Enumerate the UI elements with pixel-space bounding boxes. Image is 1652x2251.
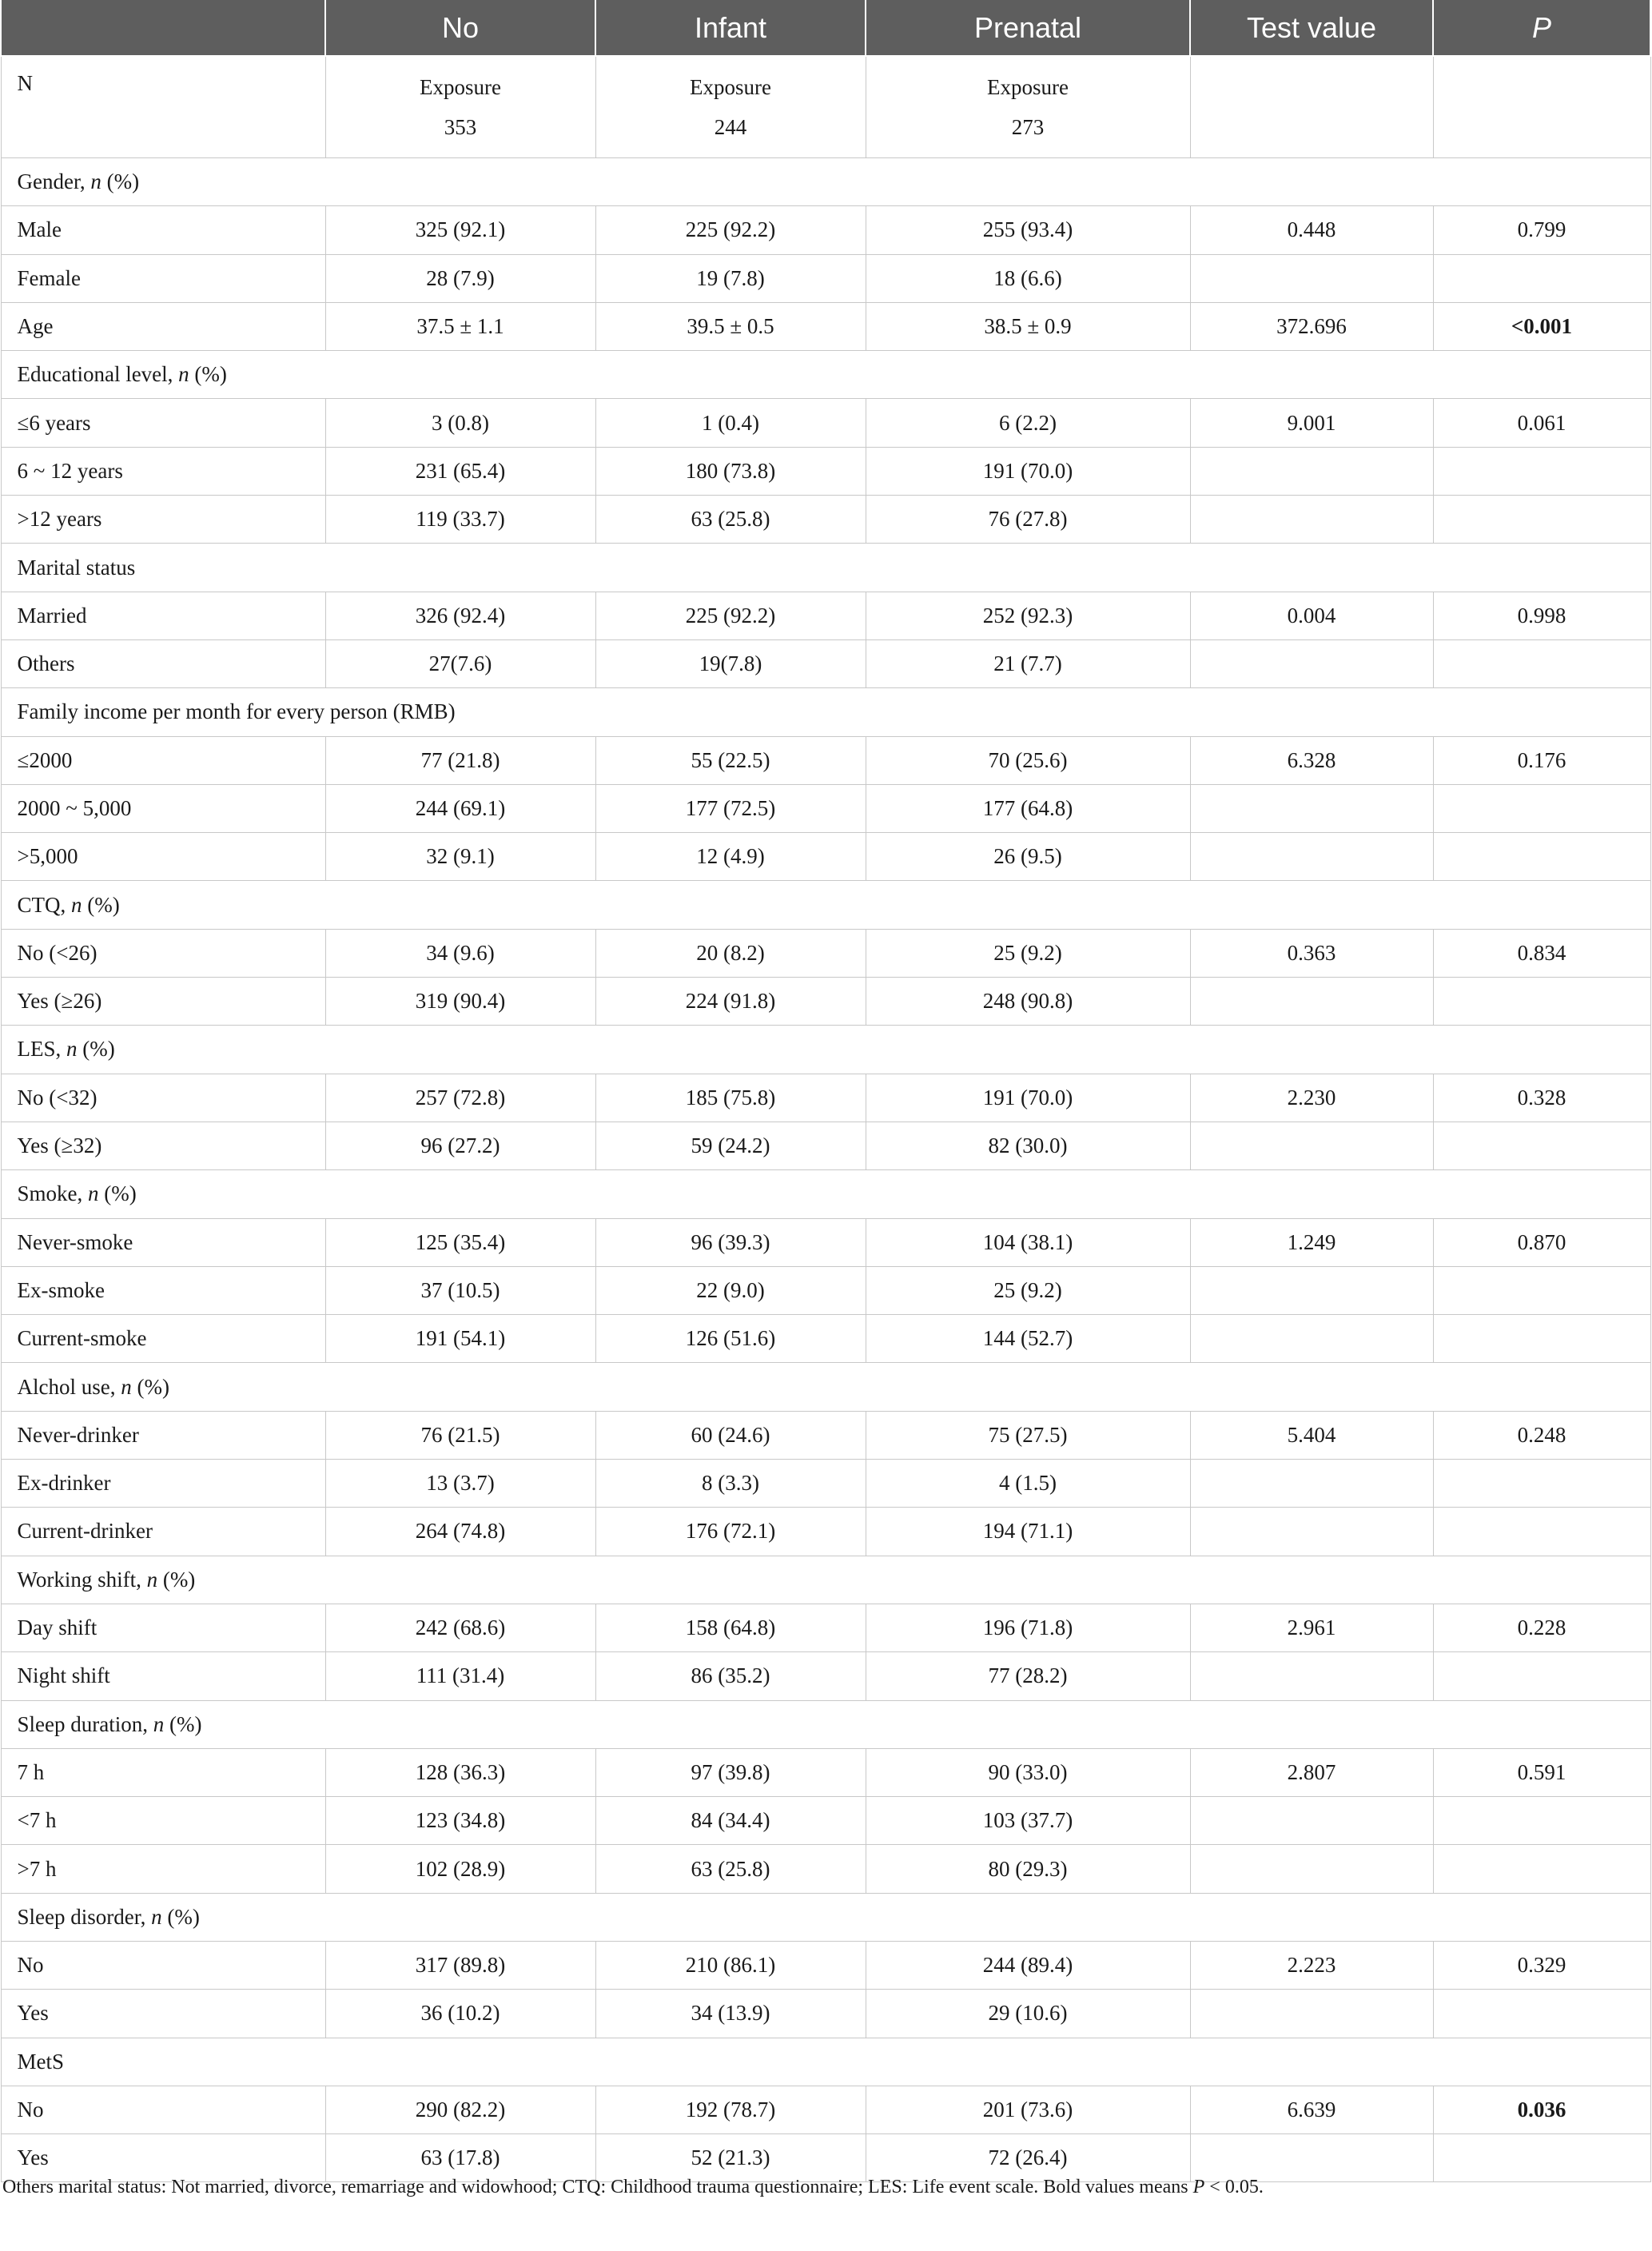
cell-test-value: 0.448 [1190, 206, 1433, 254]
cell-p-value [1433, 1845, 1650, 1893]
cell-p-value [1433, 1122, 1650, 1169]
table-row [1, 736, 1650, 784]
cell-infant: 224 (91.8) [595, 978, 866, 1026]
section-suffix: (%) [77, 1037, 115, 1062]
cell-test-value: 9.001 [1190, 399, 1433, 447]
cell-infant: 63 (25.8) [595, 496, 866, 544]
table-row [1, 978, 1650, 1026]
cell-test-value: 2.961 [1190, 1604, 1433, 1651]
section-n-symbol: n [151, 1904, 162, 1929]
cell-infant: 86 (35.2) [595, 1652, 866, 1700]
section-title: Sleep disorder, [17, 1904, 152, 1929]
table-row [1, 1604, 1650, 1651]
section-title: Sleep duration, [17, 1711, 153, 1736]
row-label: Others [1, 639, 325, 687]
cell-prenatal: 82 (30.0) [866, 1122, 1190, 1169]
cell-infant: 177 (72.5) [595, 784, 866, 832]
row-label: No [1, 1941, 325, 1989]
table-row [1, 639, 1650, 687]
cell-p-value [1433, 2134, 1650, 2182]
cell-p-value [1433, 1797, 1650, 1845]
cell-prenatal: 244 (89.4) [866, 1941, 1190, 1989]
row-label: Ex-smoke [1, 1266, 325, 1314]
row-label: ≤2000 [1, 736, 325, 784]
cell-test-value: 0.004 [1190, 592, 1433, 639]
cell-test-value [1190, 1508, 1433, 1556]
n-value: 353 [444, 115, 477, 139]
row-label: Never-smoke [1, 1218, 325, 1266]
row-label: Married [1, 592, 325, 639]
table-row [1, 1652, 1650, 1700]
cell-test-value: 5.404 [1190, 1411, 1433, 1459]
cell-p-value [1433, 1315, 1650, 1363]
cell-prenatal: 252 (92.3) [866, 592, 1190, 639]
cell-infant: 176 (72.1) [595, 1508, 866, 1556]
cell-prenatal: 70 (25.6) [866, 736, 1190, 784]
cell-no: 96 (27.2) [325, 1122, 595, 1169]
table-row [1, 2134, 1650, 2182]
table-row [1, 302, 1650, 350]
cell-test-value [1190, 254, 1433, 302]
row-label: No (<26) [1, 929, 325, 977]
cell-test-value: 6.328 [1190, 736, 1433, 784]
cell-p-value: 0.329 [1433, 1941, 1650, 1989]
cell-no: 63 (17.8) [325, 2134, 595, 2182]
section-title: Family income per month for every person (RMB) [17, 699, 456, 724]
cell-no: 13 (3.7) [325, 1460, 595, 1508]
cell-no: 231 (65.4) [325, 447, 595, 495]
row-label: 6 ~ 12 years [1, 447, 325, 495]
section-row [1, 158, 1650, 206]
n-label: N [1, 56, 325, 158]
cell-test-value [1190, 784, 1433, 832]
cell-infant: 19(7.8) [595, 639, 866, 687]
table-row [1, 1748, 1650, 1796]
cell-test-value [1190, 1990, 1433, 2038]
cell-p-value [1433, 833, 1650, 881]
section-label [1, 544, 1650, 592]
cell-test-value [1190, 978, 1433, 1026]
cell-infant: 22 (9.0) [595, 1266, 866, 1314]
n-cell-prenatal [866, 56, 1190, 158]
header-prenatal-exposure: Prenatal [866, 0, 1190, 56]
header-p-value: P [1433, 0, 1650, 56]
section-n-symbol: n [71, 892, 82, 917]
n-cell-p [1433, 56, 1650, 158]
cell-p-value: <0.001 [1433, 302, 1650, 350]
cell-test-value: 1.249 [1190, 1218, 1433, 1266]
table-row [1, 1315, 1650, 1363]
cell-test-value [1190, 447, 1433, 495]
cell-infant: 158 (64.8) [595, 1604, 866, 1651]
section-label [1, 1363, 1650, 1411]
section-row [1, 1363, 1650, 1411]
header-test-value: Test value [1190, 0, 1433, 56]
cell-no: 27(7.6) [325, 639, 595, 687]
table-body [1, 56, 1650, 2182]
row-label: ≤6 years [1, 399, 325, 447]
cell-infant: 96 (39.3) [595, 1218, 866, 1266]
cell-p-value [1433, 1460, 1650, 1508]
table-row [1, 833, 1650, 881]
cell-infant: 55 (22.5) [595, 736, 866, 784]
table-row [1, 399, 1650, 447]
cell-p-value: 0.591 [1433, 1748, 1650, 1796]
cell-infant: 185 (75.8) [595, 1074, 866, 1122]
cell-infant: 126 (51.6) [595, 1315, 866, 1363]
cell-p-value [1433, 1266, 1650, 1314]
cell-prenatal: 248 (90.8) [866, 978, 1190, 1026]
section-row [1, 688, 1650, 736]
n-cell-test [1190, 56, 1433, 158]
cell-infant: 225 (92.2) [595, 592, 866, 639]
section-row [1, 1556, 1650, 1604]
row-label: Current-smoke [1, 1315, 325, 1363]
cell-prenatal: 72 (26.4) [866, 2134, 1190, 2182]
cell-test-value [1190, 1315, 1433, 1363]
cell-prenatal: 103 (37.7) [866, 1797, 1190, 1845]
cell-prenatal: 29 (10.6) [866, 1990, 1190, 2038]
table-row [1, 1845, 1650, 1893]
header-no-exposure: No [325, 0, 595, 56]
cell-test-value: 2.223 [1190, 1941, 1433, 1989]
cell-infant: 84 (34.4) [595, 1797, 866, 1845]
cell-no: 128 (36.3) [325, 1748, 595, 1796]
section-row [1, 1026, 1650, 1074]
table-row [1, 206, 1650, 254]
cell-infant: 52 (21.3) [595, 2134, 866, 2182]
cell-prenatal: 21 (7.7) [866, 639, 1190, 687]
row-label: Day shift [1, 1604, 325, 1651]
cell-prenatal: 25 (9.2) [866, 1266, 1190, 1314]
cell-prenatal: 25 (9.2) [866, 929, 1190, 977]
cell-no: 36 (10.2) [325, 1990, 595, 2038]
cell-p-value: 0.834 [1433, 929, 1650, 977]
row-label: >12 years [1, 496, 325, 544]
row-label: Yes [1, 1990, 325, 2038]
cell-p-value [1433, 496, 1650, 544]
cell-p-value [1433, 447, 1650, 495]
header-row [1, 0, 1650, 56]
row-label: Current-drinker [1, 1508, 325, 1556]
section-title: Gender, [17, 169, 91, 194]
cell-test-value [1190, 496, 1433, 544]
table-row [1, 1266, 1650, 1314]
cell-prenatal: 255 (93.4) [866, 206, 1190, 254]
table-row [1, 496, 1650, 544]
cell-test-value: 6.639 [1190, 2086, 1433, 2133]
section-label [1, 1556, 1650, 1604]
cell-test-value: 2.230 [1190, 1074, 1433, 1122]
footnote-threshold: < 0.05. [1204, 2177, 1264, 2197]
cell-prenatal: 90 (33.0) [866, 1748, 1190, 1796]
cell-no: 326 (92.4) [325, 592, 595, 639]
section-suffix: (%) [82, 892, 120, 917]
exposure-label: Exposure [987, 75, 1069, 99]
cell-p-value [1433, 1652, 1650, 1700]
table-row [1, 1122, 1650, 1169]
cell-no: 123 (34.8) [325, 1797, 595, 1845]
cell-test-value [1190, 1652, 1433, 1700]
cell-prenatal: 177 (64.8) [866, 784, 1190, 832]
row-label: <7 h [1, 1797, 325, 1845]
table-row [1, 929, 1650, 977]
cell-no: 37.5 ± 1.1 [325, 302, 595, 350]
table-row [1, 592, 1650, 639]
cell-test-value [1190, 1797, 1433, 1845]
section-row [1, 881, 1650, 929]
section-suffix: (%) [189, 362, 227, 387]
cell-prenatal: 144 (52.7) [866, 1315, 1190, 1363]
cell-prenatal: 80 (29.3) [866, 1845, 1190, 1893]
cell-infant: 12 (4.9) [595, 833, 866, 881]
section-suffix: (%) [161, 1904, 200, 1929]
table-row [1, 1941, 1650, 1989]
section-suffix: (%) [164, 1711, 202, 1736]
cell-p-value: 0.799 [1433, 206, 1650, 254]
cell-no: 319 (90.4) [325, 978, 595, 1026]
table-row [1, 1218, 1650, 1266]
cell-prenatal: 6 (2.2) [866, 399, 1190, 447]
n-cell-no [325, 56, 595, 158]
row-label: Yes [1, 2134, 325, 2182]
row-label: >5,000 [1, 833, 325, 881]
cell-no: 77 (21.8) [325, 736, 595, 784]
section-label [1, 2038, 1650, 2086]
cell-prenatal: 26 (9.5) [866, 833, 1190, 881]
cell-prenatal: 18 (6.6) [866, 254, 1190, 302]
cell-prenatal: 38.5 ± 0.9 [866, 302, 1190, 350]
cell-no: 32 (9.1) [325, 833, 595, 881]
row-label: Yes (≥32) [1, 1122, 325, 1169]
section-label [1, 1170, 1650, 1218]
cell-test-value: 372.696 [1190, 302, 1433, 350]
section-row [1, 1170, 1650, 1218]
section-title: Smoke, [17, 1181, 89, 1206]
table-row [1, 1411, 1650, 1459]
n-value: 244 [714, 115, 747, 139]
cell-infant: 60 (24.6) [595, 1411, 866, 1459]
section-n-symbol: n [90, 169, 102, 194]
cell-no: 3 (0.8) [325, 399, 595, 447]
n-cell-infant [595, 56, 866, 158]
cell-test-value [1190, 833, 1433, 881]
cell-no: 290 (82.2) [325, 2086, 595, 2133]
section-n-symbol: n [121, 1374, 132, 1399]
table-row [1, 447, 1650, 495]
section-title: MetS [17, 2049, 65, 2074]
cell-p-value: 0.036 [1433, 2086, 1650, 2133]
table-header [1, 0, 1650, 56]
cell-infant: 97 (39.8) [595, 1748, 866, 1796]
section-label [1, 1893, 1650, 1941]
cell-no: 325 (92.1) [325, 206, 595, 254]
cell-no: 102 (28.9) [325, 1845, 595, 1893]
cell-infant: 225 (92.2) [595, 206, 866, 254]
section-row [1, 544, 1650, 592]
cell-no: 242 (68.6) [325, 1604, 595, 1651]
cell-test-value [1190, 1845, 1433, 1893]
cell-p-value: 0.328 [1433, 1074, 1650, 1122]
section-row [1, 1700, 1650, 1748]
n-row [1, 56, 1650, 158]
row-label: >7 h [1, 1845, 325, 1893]
section-title: Alchol use, [17, 1374, 121, 1399]
cell-infant: 39.5 ± 0.5 [595, 302, 866, 350]
cell-prenatal: 191 (70.0) [866, 447, 1190, 495]
section-n-symbol: n [178, 362, 189, 387]
cell-no: 264 (74.8) [325, 1508, 595, 1556]
cell-prenatal: 201 (73.6) [866, 2086, 1190, 2133]
cell-p-value: 0.061 [1433, 399, 1650, 447]
row-label: No [1, 2086, 325, 2133]
cell-infant: 192 (78.7) [595, 2086, 866, 2133]
row-label: Female [1, 254, 325, 302]
table-row [1, 1508, 1650, 1556]
section-n-symbol: n [88, 1181, 99, 1206]
section-n-symbol: n [146, 1567, 158, 1592]
cell-p-value: 0.248 [1433, 1411, 1650, 1459]
cell-no: 111 (31.4) [325, 1652, 595, 1700]
section-title: LES, [17, 1037, 67, 1062]
header-blank [1, 0, 325, 56]
cell-no: 257 (72.8) [325, 1074, 595, 1122]
cell-infant: 63 (25.8) [595, 1845, 866, 1893]
cell-infant: 59 (24.2) [595, 1122, 866, 1169]
section-label [1, 1700, 1650, 1748]
section-suffix: (%) [98, 1181, 137, 1206]
cell-test-value [1190, 1460, 1433, 1508]
cell-test-value [1190, 1122, 1433, 1169]
cell-p-value: 0.228 [1433, 1604, 1650, 1651]
table-row [1, 1460, 1650, 1508]
header-infant-exposure: Infant [595, 0, 866, 56]
section-title: Working shift, [17, 1567, 147, 1592]
cell-no: 28 (7.9) [325, 254, 595, 302]
cell-no: 317 (89.8) [325, 1941, 595, 1989]
section-suffix: (%) [101, 169, 140, 194]
cell-p-value [1433, 639, 1650, 687]
cell-prenatal: 4 (1.5) [866, 1460, 1190, 1508]
section-n-symbol: n [153, 1711, 165, 1736]
cell-no: 125 (35.4) [325, 1218, 595, 1266]
table-row [1, 1797, 1650, 1845]
cell-test-value [1190, 639, 1433, 687]
section-title: Educational level, [17, 362, 179, 387]
cell-p-value: 0.998 [1433, 592, 1650, 639]
row-label: Yes (≥26) [1, 978, 325, 1026]
section-row [1, 2038, 1650, 2086]
cell-prenatal: 194 (71.1) [866, 1508, 1190, 1556]
row-label: 7 h [1, 1748, 325, 1796]
n-value: 273 [1011, 115, 1045, 139]
section-label [1, 1026, 1650, 1074]
cell-infant: 19 (7.8) [595, 254, 866, 302]
cell-infant: 1 (0.4) [595, 399, 866, 447]
table-row [1, 2086, 1650, 2133]
cell-no: 76 (21.5) [325, 1411, 595, 1459]
footnote-text: Others marital status: Not married, divorce, remarriage and widowhood; CTQ: Childhood trauma questionnaire; LES: Life event scale. Bold values means [2, 2177, 1193, 2197]
row-label: 2000 ~ 5,000 [1, 784, 325, 832]
section-row [1, 1893, 1650, 1941]
row-label: Never-drinker [1, 1411, 325, 1459]
row-label: Night shift [1, 1652, 325, 1700]
section-label [1, 158, 1650, 206]
cell-p-value [1433, 1508, 1650, 1556]
cell-p-value: 0.870 [1433, 1218, 1650, 1266]
table-row [1, 254, 1650, 302]
table-footnote [2, 2177, 1264, 2198]
cell-p-value [1433, 784, 1650, 832]
cell-test-value: 2.807 [1190, 1748, 1433, 1796]
section-n-symbol: n [66, 1037, 78, 1062]
cell-infant: 34 (13.9) [595, 1990, 866, 2038]
row-label: Age [1, 302, 325, 350]
footnote-p-symbol: P [1192, 2177, 1205, 2197]
section-suffix: (%) [131, 1374, 169, 1399]
table-row [1, 1074, 1650, 1122]
cell-prenatal: 191 (70.0) [866, 1074, 1190, 1122]
cell-test-value [1190, 2134, 1433, 2182]
cell-prenatal: 75 (27.5) [866, 1411, 1190, 1459]
cell-no: 191 (54.1) [325, 1315, 595, 1363]
cell-p-value [1433, 978, 1650, 1026]
row-label: Male [1, 206, 325, 254]
section-title: Marital status [17, 555, 136, 580]
table-row [1, 1990, 1650, 2038]
cell-test-value [1190, 1266, 1433, 1314]
table-row [1, 784, 1650, 832]
cell-no: 34 (9.6) [325, 929, 595, 977]
cell-p-value: 0.176 [1433, 736, 1650, 784]
section-row [1, 351, 1650, 399]
cell-p-value [1433, 254, 1650, 302]
cell-no: 37 (10.5) [325, 1266, 595, 1314]
cell-prenatal: 76 (27.8) [866, 496, 1190, 544]
section-label [1, 351, 1650, 399]
section-label [1, 881, 1650, 929]
cell-prenatal: 104 (38.1) [866, 1218, 1190, 1266]
cell-no: 119 (33.7) [325, 496, 595, 544]
cell-test-value: 0.363 [1190, 929, 1433, 977]
row-label: Ex-drinker [1, 1460, 325, 1508]
section-suffix: (%) [157, 1567, 196, 1592]
cell-infant: 180 (73.8) [595, 447, 866, 495]
exposure-label: Exposure [420, 75, 501, 99]
cell-infant: 8 (3.3) [595, 1460, 866, 1508]
section-label [1, 688, 1650, 736]
exposure-label: Exposure [690, 75, 771, 99]
cell-no: 244 (69.1) [325, 784, 595, 832]
cell-infant: 20 (8.2) [595, 929, 866, 977]
cell-p-value [1433, 1990, 1650, 2038]
cell-prenatal: 196 (71.8) [866, 1604, 1190, 1651]
cell-infant: 210 (86.1) [595, 1941, 866, 1989]
cell-prenatal: 77 (28.2) [866, 1652, 1190, 1700]
row-label: No (<32) [1, 1074, 325, 1122]
section-title: CTQ, [17, 892, 71, 917]
